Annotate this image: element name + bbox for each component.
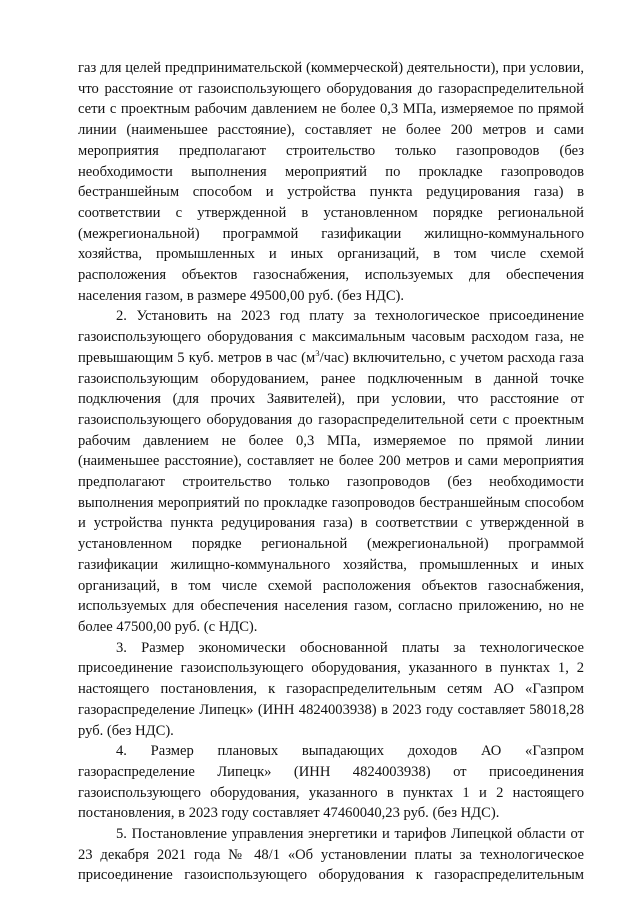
paragraph-2-text-a: 2. Установить на 2023 год плату за технологическое присоединение газоиспользующего оборудования с максимальным часовым расходом газа, не превышающим 5 куб. метров в час (м: [78, 308, 584, 366]
paragraph-continuation: газ для целей предпринимательской (коммерческой) деятельности), при условии, что расстояние от газоиспользующего оборудования до газораспределительной сети с проектным рабочим давлением не более 0,3 МПа, измеряемое по прямой линии (наименьшее расстояние), составляет не более 200 метров и сами мероприятия предполагают строительство только газопроводов (без необходимости выполнения мероприятий по прокладке газопроводов бестраншейным способом и устройства пункта редуцирования газа) в соответствии с утвержденной в установленном порядке региональной (межрегиональной) программой газификации жилищно-коммунального хозяйства, промышленных и иных организаций, в том числе схемой расположения объектов газоснабжения, используемых для обеспечения населения газом, в размере 49500,00 руб. (без НДС).: [78, 60, 584, 304]
paragraph-5: 5. Постановление управления энергетики и тарифов Липецкой области от 23 декабря 2021 года № 48/1 «Об установлении платы за технологическое присоединение газоиспользующего оборудования к газораспределительным: [78, 826, 584, 884]
paragraph-4: 4. Размер плановых выпадающих доходов АО «Газпром газораспределение Липецк» (ИНН 4824003938) от присоединения газоиспользующего оборудования, указанного в пунктах 1 и 2 настоящего постановления, в 2023 году составляет 47460040,23 руб. (без НДС).: [78, 743, 584, 822]
paragraph-2-text-b: /час) включительно, с учетом расхода газа газоиспользующим оборудованием, ранее подключенным в данной точке подключения (для прочих Заявителей), при условии, что расстояние от газоиспользующего оборудования до газораспределительной сети с проектным рабочим давлением не более 0,3 МПа, измеряемое по прямой линии (наименьшее расстояние), составляет не более 200 метров и сами мероприятия предполагают строительство только газопроводов (без необходимости выполнения мероприятий по прокладке газопроводов бестраншейным способом и устройства пункта редуцирования газа) в соответствии с утвержденной в установленном порядке региональной (межрегиональной) программой газификации жилищно-коммунального хозяйства, промышленных и иных организаций, в том числе схемой расположения объектов газоснабжения, используемых для обеспечения населения газом, согласно приложению, но не более 47500,00 руб. (с НДС).: [78, 349, 584, 635]
paragraph-3: 3. Размер экономически обоснованной платы за технологическое присоединение газоиспользующего оборудования, указанного в пунктах 1, 2 настоящего постановления, к газораспределительным сетям АО «Газпром газораспределение Липецк» (ИНН 4824003938) в 2023 году составляет 58018,28 руб. (без НДС).: [78, 639, 584, 739]
cubic-superscript: 3: [315, 347, 320, 358]
paragraph-2: [78, 306, 584, 637]
